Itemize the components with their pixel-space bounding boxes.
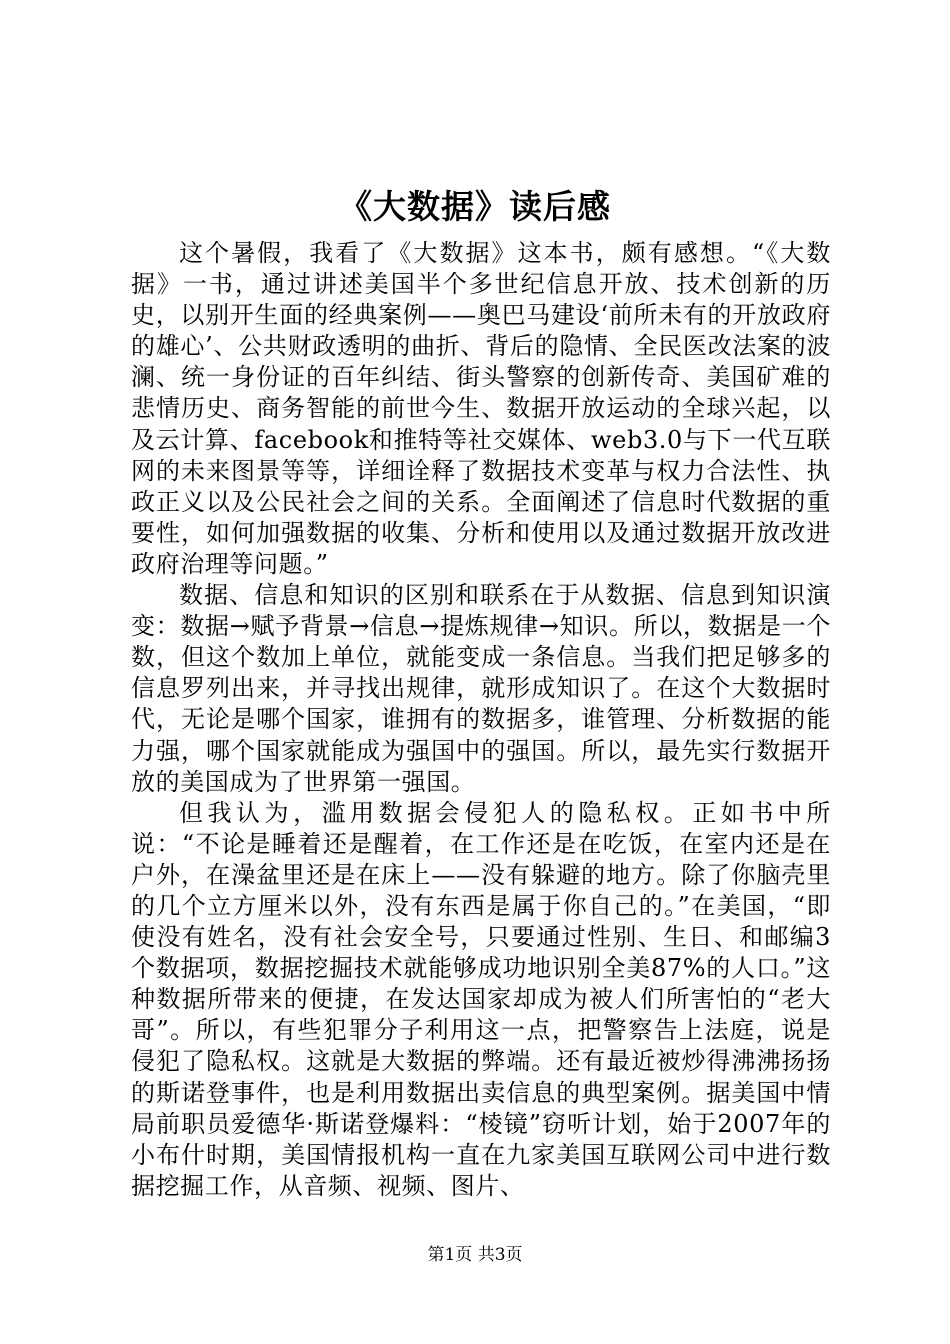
paragraph-3: 但我认为，滥用数据会侵犯人的隐私权。正如书中所说：“不论是睡着还是醒着，在工作还是在吃饭，在室内还是在户外，在澡盆里还是在床上——没有躲避的地方。除了你脑壳里的几个立方厘米以外，没有东西是属于你自己的。”在美国，“即使没有姓名，没有社会安全号，只要通过性别、生日、和邮编3个数据项，数据挖掘技术就能够成功地识别全美87%的人口。”这种数据所带来的便捷，在发达国家却成为被人们所害怕的“老大哥”。所以，有些犯罪分子利用这一点，把警察告上法庭，说是侵犯了隐私权。这就是大数据的弊端。还有最近被炒得沸沸扬扬的斯诺登事件，也是利用数据出卖信息的典型案例。据美国中情局前职员爱德华·斯诺登爆料：“棱镜”窃听计划，始于2007年的小布什时期，美国情报机构一直在九家美国互联网公司中进行数据挖掘工作，从音频、视频、图片、 <box>131 798 831 1200</box>
paragraph-1: 这个暑假，我看了《大数据》这本书，颇有感想。“《大数据》一书，通过讲述美国半个多世纪信息开放、技术创新的历史，以别开生面的经典案例——奥巴马建设‘前所未有的开放政府的雄心’、公共财政透明的曲折、背后的隐情、全民医改法案的波澜、统一身份证的百年纠结、街头警察的创新传奇、美国矿难的悲情历史、商务智能的前世今生、数据开放运动的全球兴起，以及云计算、facebook和推特等社交媒体、web3.0与下一代互联网的未来图景等等，详细诠释了数据技术变革与权力合法性、执政正义以及公民社会之间的关系。全面阐述了信息时代数据的重要性，如何加强数据的收集、分析和使用以及通过数据开放改进政府治理等问题。” <box>131 239 831 578</box>
page-footer <box>0 1243 950 1267</box>
page-indicator: 第1页 共3页 <box>427 1245 523 1265</box>
document-body <box>131 238 831 1202</box>
document-title: 《大数据》读后感 <box>339 187 611 226</box>
paragraph-2: 数据、信息和知识的区别和联系在于从数据、信息到知识演变：数据→赋予背景→信息→提炼规律→知识。所以，数据是一个数，但这个数加上单位，就能变成一条信息。当我们把足够多的信息罗列出来，并寻找出规律，就形成知识了。在这个大数据时代，无论是哪个国家，谁拥有的数据多，谁管理、分析数据的能力强，哪个国家就能成为强国中的强国。所以，最先实行数据开放的美国成为了世界第一强国。 <box>131 581 831 796</box>
